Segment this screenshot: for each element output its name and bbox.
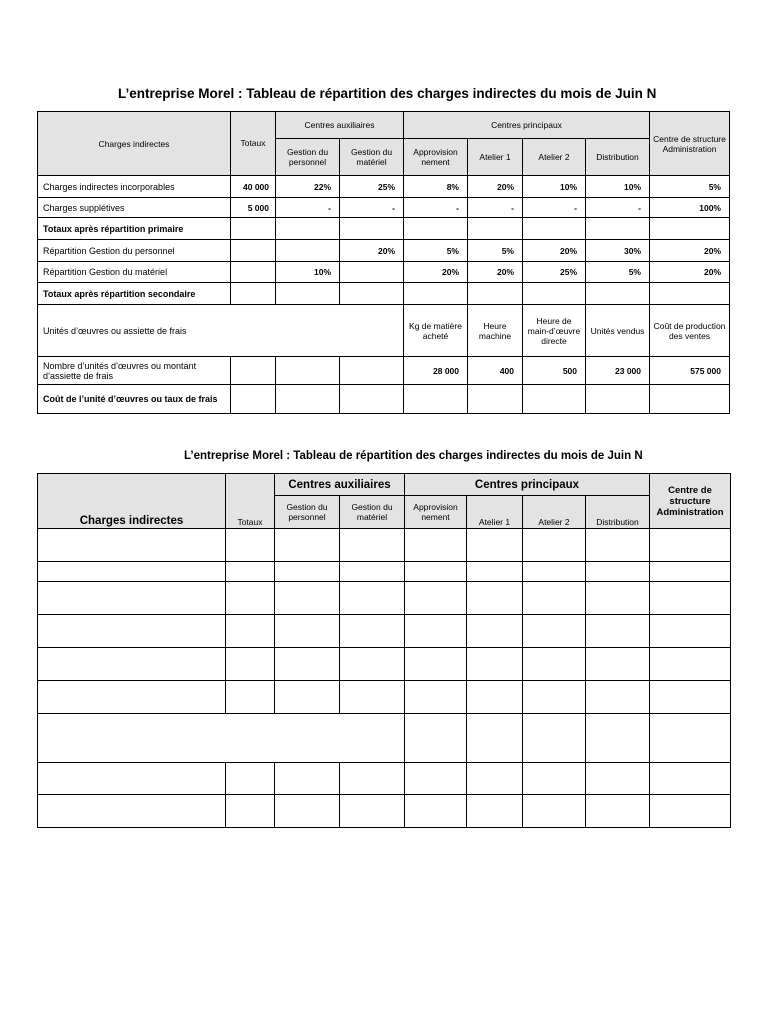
empty-cell bbox=[276, 357, 340, 385]
blank-cell[interactable] bbox=[340, 763, 405, 795]
cell-value: 25% bbox=[523, 262, 586, 283]
blank-cell[interactable] bbox=[586, 763, 650, 795]
blank-cell[interactable] bbox=[650, 648, 731, 681]
blank-cell[interactable] bbox=[405, 714, 467, 763]
blank-cell[interactable] bbox=[650, 681, 731, 714]
blank-cell[interactable] bbox=[226, 681, 275, 714]
cell-unit: Kg de matière acheté bbox=[404, 305, 468, 357]
blank-cell[interactable] bbox=[38, 763, 226, 795]
blank-cell[interactable] bbox=[523, 681, 586, 714]
cell-value: - bbox=[340, 198, 404, 218]
blank-cell[interactable] bbox=[586, 582, 650, 615]
header-gestion-personnel: Gestion du personnel bbox=[275, 496, 340, 529]
header-centres-auxiliaires: Centres auxiliaires bbox=[275, 474, 405, 496]
blank-cell[interactable] bbox=[275, 648, 340, 681]
cell-unit: Heure machine bbox=[468, 305, 523, 357]
blank-cell[interactable] bbox=[226, 582, 275, 615]
header-approvisionnement: Approvision nement bbox=[404, 139, 468, 176]
blank-cell[interactable] bbox=[340, 582, 405, 615]
blank-cell[interactable] bbox=[405, 681, 467, 714]
blank-cell[interactable] bbox=[523, 582, 586, 615]
cell-value: 20% bbox=[468, 176, 523, 198]
blank-cell[interactable] bbox=[340, 529, 405, 562]
cell-value: 575 000 bbox=[650, 357, 730, 385]
blank-cell[interactable] bbox=[586, 562, 650, 582]
cell-value: 8% bbox=[404, 176, 468, 198]
cell-value: - bbox=[404, 198, 468, 218]
empty-cell bbox=[404, 218, 468, 240]
blank-cell[interactable] bbox=[226, 648, 275, 681]
empty-cell bbox=[340, 283, 404, 305]
cell-value: 30% bbox=[586, 240, 650, 262]
blank-cell[interactable] bbox=[586, 681, 650, 714]
blank-cell[interactable] bbox=[523, 763, 586, 795]
blank-cell[interactable] bbox=[275, 582, 340, 615]
table1-title: L’entreprise Morel : Tableau de répartition des charges indirectes du mois de Juin N bbox=[118, 86, 657, 101]
blank-cell[interactable] bbox=[275, 562, 340, 582]
blank-cell[interactable] bbox=[405, 562, 467, 582]
blank-cell[interactable] bbox=[38, 648, 226, 681]
empty-cell bbox=[468, 218, 523, 240]
header-approvisionnement: Approvision nement bbox=[405, 496, 467, 529]
cell-totaux: 40 000 bbox=[231, 176, 276, 198]
cell-value: 22% bbox=[276, 176, 340, 198]
blank-cell[interactable] bbox=[650, 529, 731, 562]
blank-cell[interactable] bbox=[275, 795, 340, 828]
blank-cell[interactable] bbox=[467, 529, 523, 562]
blank-cell[interactable] bbox=[38, 529, 226, 562]
blank-cell[interactable] bbox=[226, 529, 275, 562]
row-label-rep-materiel: Répartition Gestion du matériel bbox=[38, 262, 231, 283]
blank-cell[interactable] bbox=[38, 562, 226, 582]
cell-value: 20% bbox=[523, 240, 586, 262]
header-centres-auxiliaires: Centres auxiliaires bbox=[276, 112, 404, 139]
empty-cell bbox=[650, 385, 730, 414]
empty-cell bbox=[523, 218, 586, 240]
empty-cell bbox=[650, 218, 730, 240]
blank-cell[interactable] bbox=[586, 648, 650, 681]
empty-cell bbox=[586, 218, 650, 240]
cell-value: 28 000 bbox=[404, 357, 468, 385]
empty-cell bbox=[586, 283, 650, 305]
table2 bbox=[37, 473, 731, 828]
blank-cell[interactable] bbox=[275, 529, 340, 562]
cell-value: 10% bbox=[523, 176, 586, 198]
empty-cell bbox=[231, 262, 276, 283]
cell-value: 5% bbox=[468, 240, 523, 262]
row-label-unites: Unités d’œuvres ou assiette de frais bbox=[38, 305, 404, 357]
cell-value: 20% bbox=[650, 262, 730, 283]
header-administration: Centre de structure Administration bbox=[650, 112, 730, 176]
header-atelier-1: Atelier 1 bbox=[468, 139, 523, 176]
header-charges: Charges indirectes bbox=[38, 112, 231, 176]
cell-value: 25% bbox=[340, 176, 404, 198]
row-label-suppletives: Charges supplétives bbox=[38, 198, 231, 218]
blank-cell[interactable] bbox=[523, 795, 586, 828]
cell-value bbox=[340, 262, 404, 283]
blank-cell[interactable] bbox=[405, 615, 467, 648]
blank-cell[interactable] bbox=[467, 714, 523, 763]
empty-cell bbox=[276, 385, 340, 414]
cell-value: 5% bbox=[650, 176, 730, 198]
blank-cell[interactable] bbox=[38, 615, 226, 648]
cell-unit: Unités vendus bbox=[586, 305, 650, 357]
blank-cell[interactable] bbox=[523, 615, 586, 648]
row-label-rep-personnel: Répartition Gestion du personnel bbox=[38, 240, 231, 262]
blank-cell[interactable] bbox=[340, 615, 405, 648]
cell-value: - bbox=[523, 198, 586, 218]
empty-cell bbox=[468, 385, 523, 414]
header-totaux: Totaux bbox=[231, 112, 276, 176]
blank-cell[interactable] bbox=[650, 582, 731, 615]
empty-cell bbox=[231, 385, 276, 414]
blank-cell[interactable] bbox=[523, 714, 586, 763]
blank-cell[interactable] bbox=[650, 562, 731, 582]
cell-value: 400 bbox=[468, 357, 523, 385]
table1 bbox=[37, 111, 730, 414]
cell-value: 20% bbox=[404, 262, 468, 283]
blank-cell[interactable] bbox=[467, 615, 523, 648]
blank-cell[interactable] bbox=[586, 795, 650, 828]
header-gestion-materiel: Gestion du matériel bbox=[340, 139, 404, 176]
cell-unit: Coût de production des ventes bbox=[650, 305, 730, 357]
header-centres-principaux: Centres principaux bbox=[405, 474, 650, 496]
blank-cell[interactable] bbox=[226, 615, 275, 648]
blank-cell[interactable] bbox=[38, 681, 226, 714]
empty-cell bbox=[404, 385, 468, 414]
cell-value bbox=[276, 240, 340, 262]
cell-value: 100% bbox=[650, 198, 730, 218]
blank-cell[interactable] bbox=[340, 562, 405, 582]
cell-value: - bbox=[586, 198, 650, 218]
cell-value: - bbox=[468, 198, 523, 218]
blank-cell[interactable] bbox=[405, 648, 467, 681]
cell-value: - bbox=[276, 198, 340, 218]
blank-cell[interactable] bbox=[523, 529, 586, 562]
empty-cell bbox=[231, 240, 276, 262]
blank-cell[interactable] bbox=[586, 615, 650, 648]
empty-cell bbox=[276, 283, 340, 305]
blank-cell[interactable] bbox=[586, 714, 650, 763]
blank-cell[interactable] bbox=[38, 714, 405, 763]
blank-cell[interactable] bbox=[405, 582, 467, 615]
header-distribution: Distribution bbox=[586, 496, 650, 529]
blank-cell[interactable] bbox=[405, 795, 467, 828]
cell-value: 20% bbox=[340, 240, 404, 262]
empty-cell bbox=[231, 218, 276, 240]
blank-cell[interactable] bbox=[226, 795, 275, 828]
empty-cell bbox=[523, 283, 586, 305]
empty-cell bbox=[340, 357, 404, 385]
header-gestion-personnel: Gestion du personnel bbox=[276, 139, 340, 176]
blank-cell[interactable] bbox=[650, 763, 731, 795]
blank-cell[interactable] bbox=[650, 795, 731, 828]
empty-cell bbox=[404, 283, 468, 305]
blank-cell[interactable] bbox=[226, 763, 275, 795]
empty-cell bbox=[340, 385, 404, 414]
blank-cell[interactable] bbox=[405, 763, 467, 795]
empty-cell bbox=[650, 283, 730, 305]
blank-cell[interactable] bbox=[650, 615, 731, 648]
header-distribution: Distribution bbox=[586, 139, 650, 176]
cell-value: 5% bbox=[404, 240, 468, 262]
header-atelier-2: Atelier 2 bbox=[523, 496, 586, 529]
cell-value: 10% bbox=[586, 176, 650, 198]
blank-cell[interactable] bbox=[405, 529, 467, 562]
row-label-cout: Coût de l’unité d’œuvres ou taux de frais bbox=[38, 385, 231, 414]
row-label-incorporables: Charges indirectes incorporables bbox=[38, 176, 231, 198]
empty-cell bbox=[468, 283, 523, 305]
empty-cell bbox=[586, 385, 650, 414]
cell-value: 500 bbox=[523, 357, 586, 385]
header-totaux: Totaux bbox=[226, 474, 275, 529]
blank-cell[interactable] bbox=[467, 795, 523, 828]
cell-value: 20% bbox=[650, 240, 730, 262]
row-label-nombre: Nombre d’unités d’œuvres ou montant d’assiette de frais bbox=[38, 357, 231, 385]
header-atelier-1: Atelier 1 bbox=[467, 496, 523, 529]
blank-cell[interactable] bbox=[650, 714, 731, 763]
empty-cell bbox=[231, 283, 276, 305]
blank-cell[interactable] bbox=[275, 681, 340, 714]
table2-title: L’entreprise Morel : Tableau de répartition des charges indirectes du mois de Juin N bbox=[184, 450, 643, 462]
blank-cell[interactable] bbox=[275, 763, 340, 795]
cell-value: 20% bbox=[468, 262, 523, 283]
header-charges: Charges indirectes bbox=[38, 474, 226, 529]
cell-value: 10% bbox=[276, 262, 340, 283]
header-centres-principaux: Centres principaux bbox=[404, 112, 650, 139]
blank-cell[interactable] bbox=[340, 795, 405, 828]
blank-cell[interactable] bbox=[467, 681, 523, 714]
empty-cell bbox=[523, 385, 586, 414]
blank-cell[interactable] bbox=[467, 648, 523, 681]
blank-cell[interactable] bbox=[523, 562, 586, 582]
blank-cell[interactable] bbox=[586, 529, 650, 562]
empty-cell bbox=[231, 357, 276, 385]
blank-cell[interactable] bbox=[38, 582, 226, 615]
cell-value: 23 000 bbox=[586, 357, 650, 385]
blank-cell[interactable] bbox=[226, 562, 275, 582]
cell-unit: Heure de main-d’œuvre directe bbox=[523, 305, 586, 357]
empty-cell bbox=[340, 218, 404, 240]
header-gestion-materiel: Gestion du matériel bbox=[340, 496, 405, 529]
header-atelier-2: Atelier 2 bbox=[523, 139, 586, 176]
row-label-totaux-primaire: Totaux après répartition primaire bbox=[38, 218, 231, 240]
header-administration: Centre de structure Administration bbox=[650, 474, 731, 529]
cell-totaux: 5 000 bbox=[231, 198, 276, 218]
blank-cell[interactable] bbox=[467, 562, 523, 582]
blank-cell[interactable] bbox=[275, 615, 340, 648]
row-label-totaux-secondaire: Totaux après répartition secondaire bbox=[38, 283, 231, 305]
cell-value: 5% bbox=[586, 262, 650, 283]
blank-cell[interactable] bbox=[340, 648, 405, 681]
blank-cell[interactable] bbox=[38, 795, 226, 828]
empty-cell bbox=[276, 218, 340, 240]
blank-cell[interactable] bbox=[467, 582, 523, 615]
blank-cell[interactable] bbox=[523, 648, 586, 681]
blank-cell[interactable] bbox=[467, 763, 523, 795]
blank-cell[interactable] bbox=[340, 681, 405, 714]
